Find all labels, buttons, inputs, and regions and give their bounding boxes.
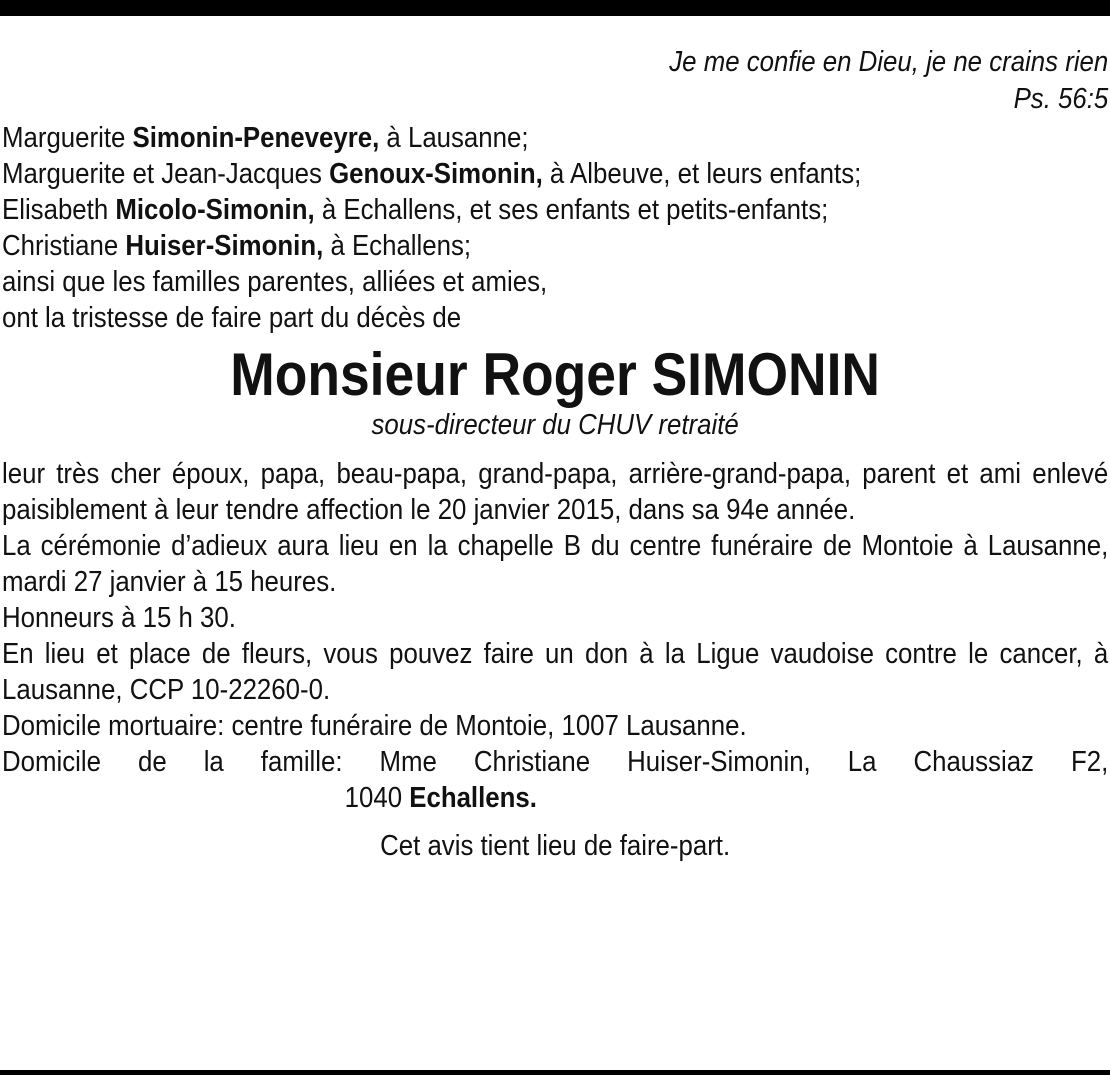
top-rule	[0, 0, 1110, 16]
mourner-line	[2, 156, 1108, 192]
announce-line: ont la tristesse de faire part du décès de	[2, 302, 462, 334]
mourner-surname: Simonin-Peneveyre,	[132, 122, 380, 154]
family-home-zip: 1040	[344, 782, 410, 814]
mourner-surname: Micolo-Simonin,	[115, 194, 315, 226]
epigraph	[2, 44, 1108, 118]
mourners-list	[2, 120, 1108, 336]
mourner-location: à Albeuve, et leurs enfants;	[542, 158, 862, 190]
mourner-first-name: Marguerite et Jean-Jacques	[2, 158, 330, 190]
mourner-first-name: Christiane	[2, 230, 126, 262]
honours-line: Honneurs à 15 h 30.	[2, 602, 236, 634]
mourner-location: à Echallens, et ses enfants et petits-enfants;	[314, 194, 829, 226]
family-home-address	[2, 780, 1108, 816]
closing-note: Cet avis tient lieu de faire-part.	[380, 830, 731, 862]
mourner-first-name: Elisabeth	[2, 194, 116, 226]
mourner-location: à Lausanne;	[379, 122, 529, 154]
family-line: ainsi que les familles parentes, alliées et amies,	[2, 266, 548, 298]
epigraph-verse: Je me confie en Dieu, je ne crains rien	[669, 46, 1109, 78]
tribute-paragraph: leur très cher époux, papa, beau-papa, grand-papa, arrière-grand-papa, parent et ami enlevé paisiblement à leur tendre affection le 20 janvier 2015, dans sa 94e année.	[2, 458, 1109, 526]
mortuary-line: Domicile mortuaire: centre funéraire de Montoie, 1007 Lausanne.	[2, 710, 747, 742]
ceremony-paragraph: La cérémonie d’adieux aura lieu en la chapelle B du centre funéraire de Montoie à Lausanne, mardi 27 janvier à 15 heures.	[2, 530, 1109, 598]
epigraph-reference: Ps. 56:5	[1013, 83, 1109, 115]
mourner-first-name: Marguerite	[2, 122, 133, 154]
obituary-notice	[2, 44, 1108, 864]
mourner-surname: Genoux-Simonin,	[329, 158, 543, 190]
deceased-name: Monsieur Roger SIMONIN	[230, 341, 881, 408]
bottom-rule	[0, 1070, 1110, 1075]
mourner-line	[2, 192, 1108, 228]
mourner-line	[2, 228, 1108, 264]
deceased-role: sous-directeur du CHUV retraité	[371, 409, 739, 441]
mourner-surname: Huiser-Simonin,	[125, 230, 324, 262]
mourner-location: à Echallens;	[323, 230, 472, 262]
mourner-line	[2, 120, 1108, 156]
family-home-town: Echallens.	[409, 782, 537, 814]
donation-paragraph: En lieu et place de fleurs, vous pouvez faire un don à la Ligue vaudoise contre le cancer, à Lausanne, CCP 10-22260-0.	[2, 638, 1109, 706]
family-home-line: Domicile de la famille: Mme Christiane Huiser-Simonin, La Chaussiaz F2,	[2, 746, 1109, 778]
